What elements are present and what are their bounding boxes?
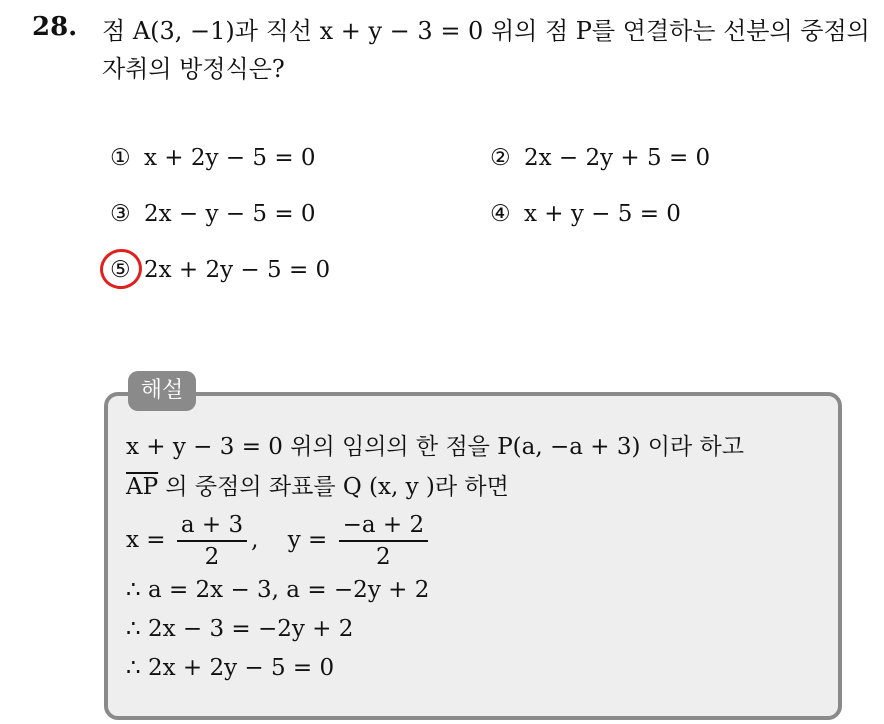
y-equals: y = bbox=[287, 527, 328, 553]
option-3-expression: 2x − y − 5 = 0 bbox=[144, 201, 316, 227]
option-5-number: ⑤ bbox=[110, 257, 131, 283]
solution-line-2-text: 의 중점의 좌표를 Q (x, y )라 하면 bbox=[158, 474, 509, 500]
option-5-expression: 2x + 2y − 5 = 0 bbox=[144, 257, 331, 283]
solution-label: 해설 bbox=[128, 371, 196, 411]
question-number: 28. bbox=[32, 12, 78, 42]
x-equals: x = bbox=[126, 527, 166, 553]
solution-line-1: x + y − 3 = 0 위의 임의의 한 점을 P(a, −a + 3) 이라 하고 bbox=[126, 434, 744, 460]
answer-circle-mark bbox=[96, 245, 145, 293]
segment-ap: $\overline{AP}$ bbox=[126, 474, 159, 500]
option-3-number: ③ bbox=[110, 201, 131, 227]
option-4[interactable] bbox=[490, 201, 681, 227]
option-1-expression: x + 2y − 5 = 0 bbox=[144, 145, 316, 171]
fraction-separator: , bbox=[251, 527, 259, 553]
option-3[interactable] bbox=[110, 201, 316, 227]
y-fraction bbox=[339, 510, 429, 572]
option-2-expression: 2x − 2y + 5 = 0 bbox=[524, 145, 711, 171]
x-denominator: 2 bbox=[204, 544, 220, 570]
x-fraction bbox=[177, 510, 247, 572]
solution-line-2 bbox=[126, 468, 509, 501]
solution-line-4: ∴ a = 2x − 3, a = −2y + 2 bbox=[126, 577, 430, 603]
option-1[interactable] bbox=[110, 145, 316, 171]
solution-line-3 bbox=[126, 510, 432, 572]
y-denominator: 2 bbox=[376, 544, 391, 570]
option-4-number: ④ bbox=[490, 201, 511, 227]
option-1-number: ① bbox=[110, 145, 131, 171]
question-text: 점 A(3, −1)과 직선 x + y − 3 = 0 위의 점 P를 연결하는 선분의 중점의 자취의 방정식은? bbox=[102, 17, 870, 83]
option-4-expression: x + y − 5 = 0 bbox=[524, 201, 681, 227]
solution-line-5: ∴ 2x − 3 = −2y + 2 bbox=[126, 616, 354, 642]
option-2[interactable] bbox=[490, 145, 710, 171]
y-numerator: −a + 2 bbox=[339, 510, 429, 542]
option-2-number: ② bbox=[490, 145, 511, 171]
solution-line-6: ∴ 2x + 2y − 5 = 0 bbox=[126, 655, 335, 681]
x-numerator: a + 3 bbox=[177, 510, 247, 542]
option-5[interactable] bbox=[110, 257, 330, 283]
